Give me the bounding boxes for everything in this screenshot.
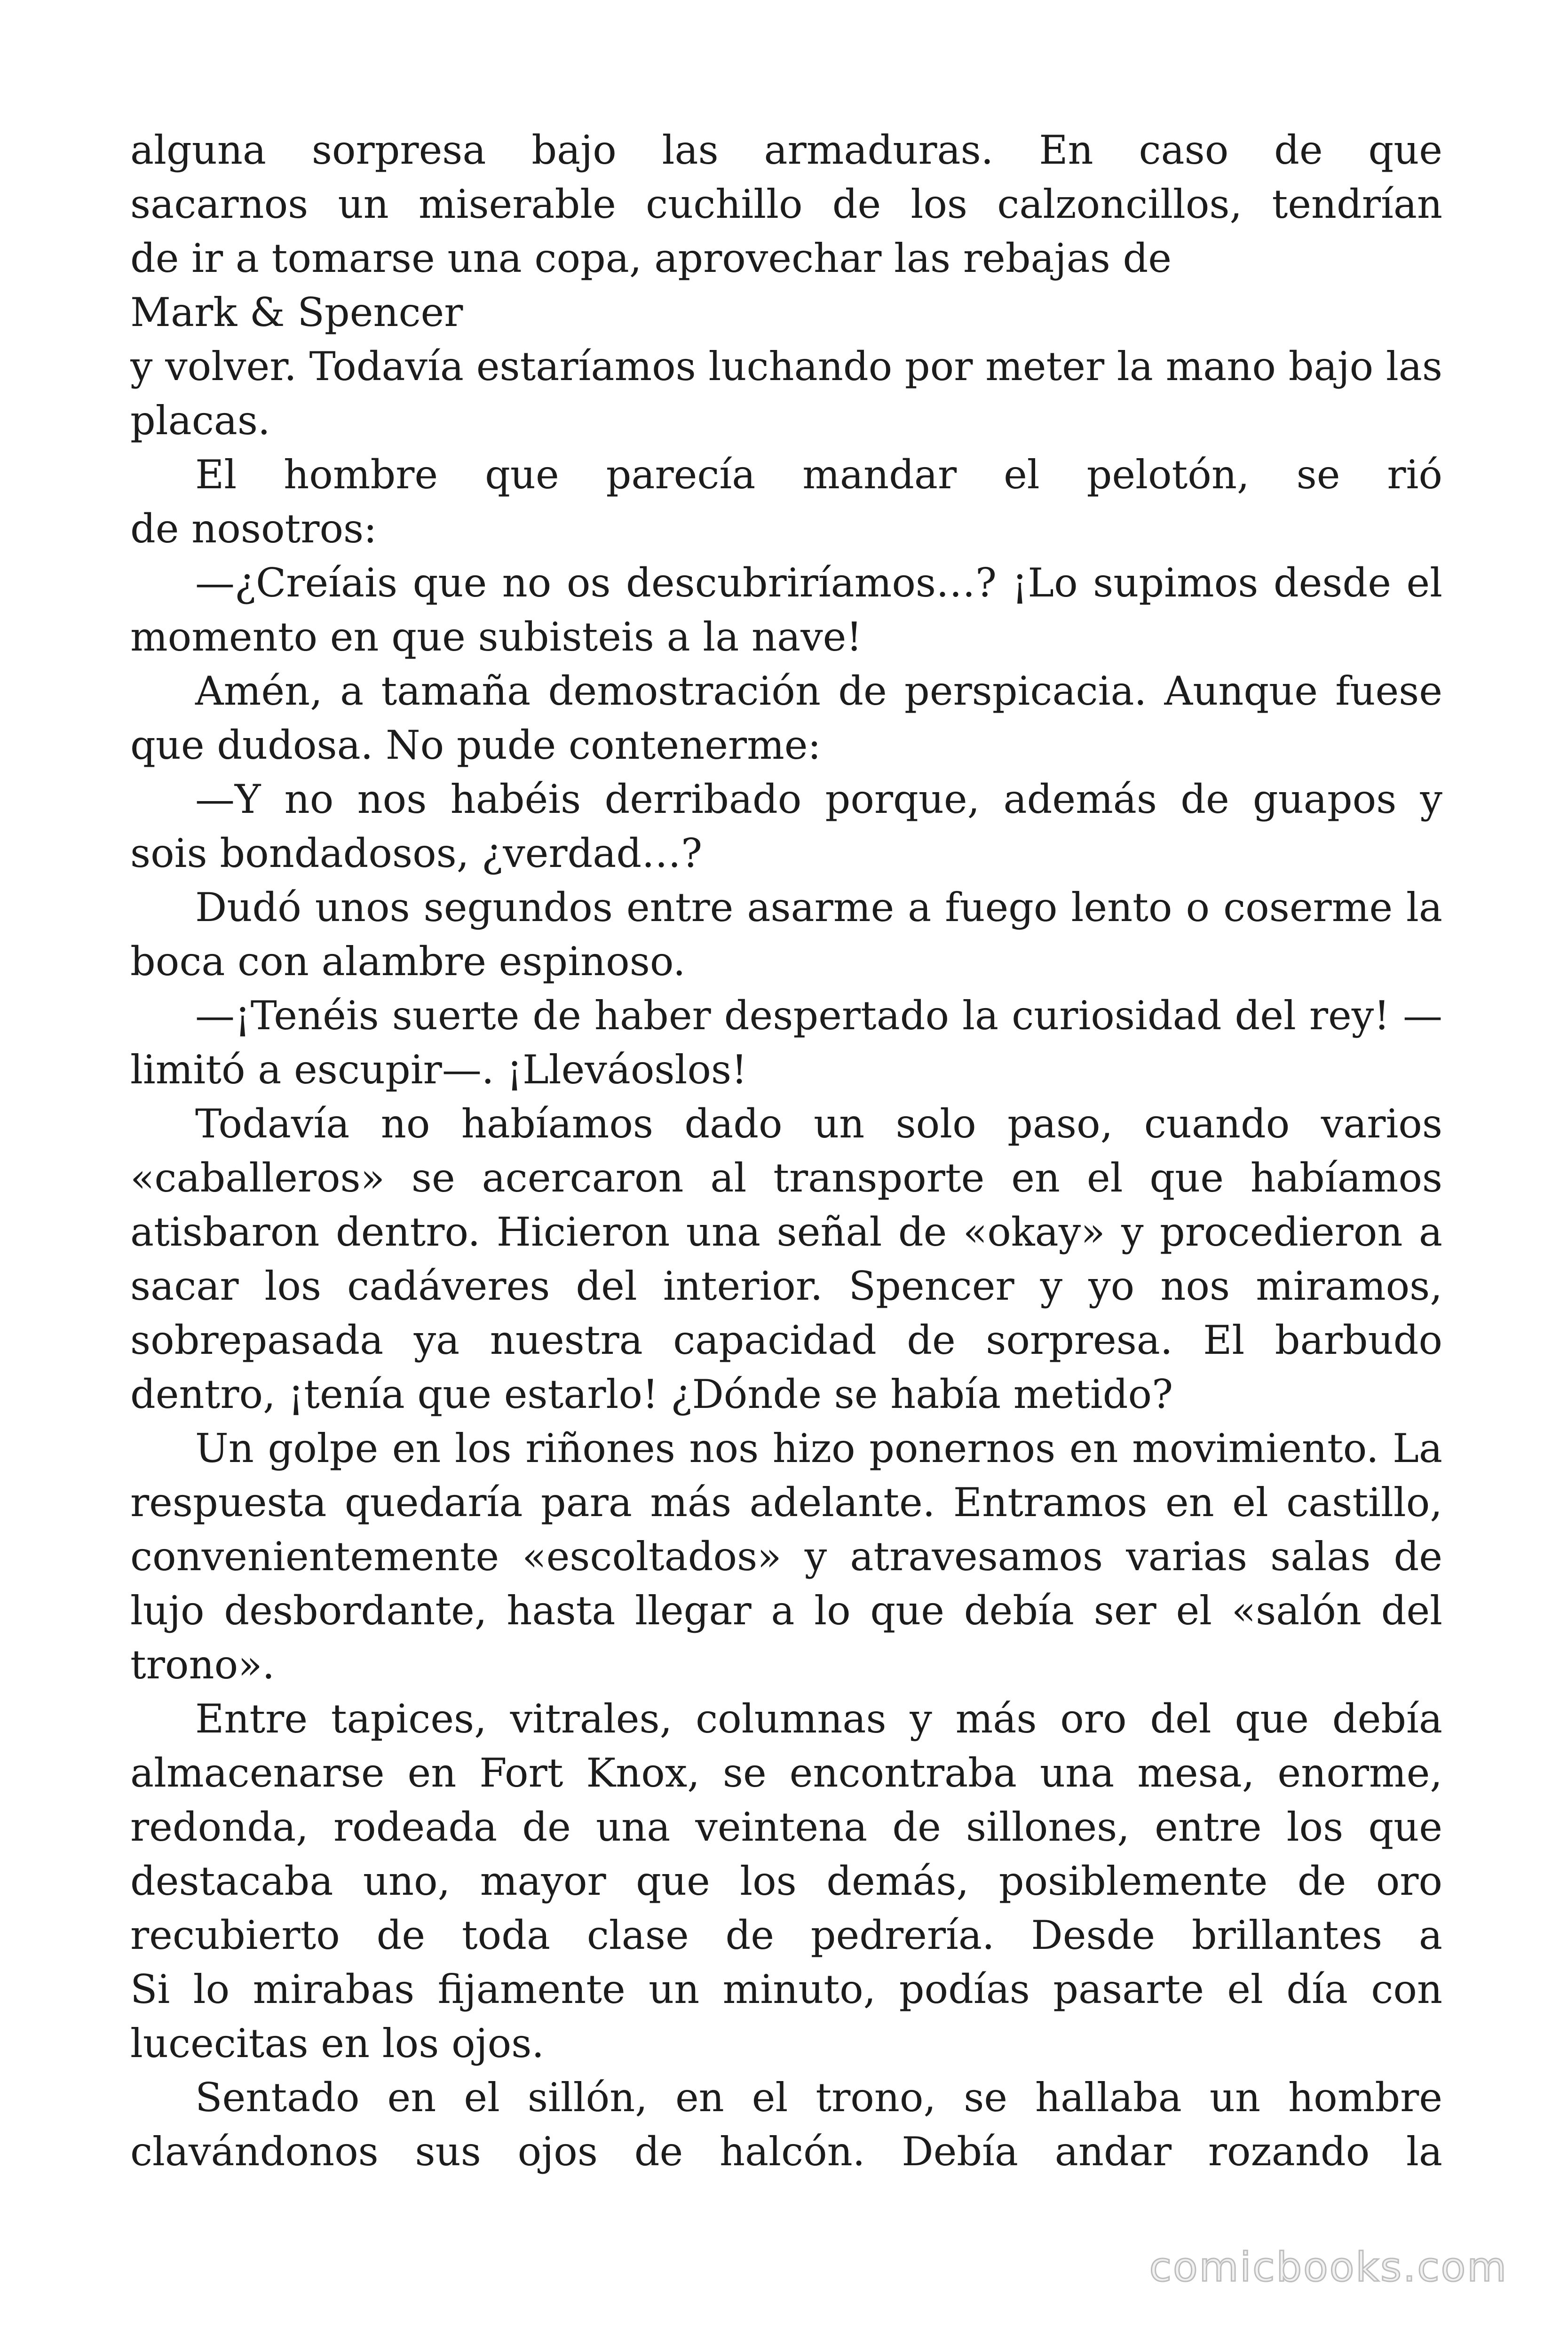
text-line: sacar los cadáveres del interior. Spencer y yo nos miramos, [130,1263,1442,1309]
text-line: redonda, rodeada de una veintena de sillones, entre los que [130,1804,1442,1850]
text-line: de nosotros: [130,506,377,552]
text-line: recubierto de toda clase de pedrería. Desde brillantes a [130,1912,1442,1958]
text-line: alguna sorpresa bajo las armaduras. En caso de que [130,127,1442,173]
text-line: —¡Tenéis suerte de haber despertado la curiosidad del rey! — [195,993,1442,1039]
text-line: dentro, ¡tenía que estarlo! ¿Dónde se había metido? [130,1371,1173,1417]
text-line: Todavía no habíamos dado un solo paso, cuando varios [195,1101,1442,1147]
text-line: destacaba uno, mayor que los demás, posiblemente de oro [130,1858,1442,1904]
text-line: El hombre que parecía mandar el pelotón, se rió [195,452,1442,498]
text-line: boca con alambre espinoso. [130,938,686,985]
text-line: lucecitas en los ojos. [130,2020,545,2066]
text-line: «caballeros» se acercaron al transporte en el que habíamos [130,1155,1442,1201]
text-line: que dudosa. No pude contenerme: [130,722,821,768]
text-line: Dudó unos segundos entre asarme a fuego lento o coserme la [195,884,1442,930]
text-line: Un golpe en los riñones nos hizo ponernos en movimiento. La [195,1425,1442,1471]
text-line: Amén, a tamaña demostración de perspicacia. Aunque fuese [195,668,1442,714]
text-line: atisbaron dentro. Hicieron una señal de «okay» y procedieron a [130,1209,1442,1255]
text-line: y volver. Todavía estaríamos luchando por meter la mano bajo las [130,343,1442,389]
text-line: Mark & Spencer [130,289,463,335]
text-line: placas. [130,397,270,444]
text-line: lujo desbordante, hasta llegar a lo que debía ser el «salón del [130,1588,1442,1634]
text-line: almacenarse en Fort Knox, se encontraba una mesa, enorme, [130,1750,1442,1796]
text-line: sobrepasada ya nuestra capacidad de sorpresa. El barbudo [130,1317,1442,1363]
text-line: Entre tapices, vitrales, columnas y más oro del que debía [195,1696,1442,1742]
text-line: —¿Creíais que no os descubriríamos…? ¡Lo supimos desde el [195,560,1442,606]
text-line: de ir a tomarse una copa, aprovechar las rebajas de [130,235,1172,281]
text-line: sacarnos un miserable cuchillo de los calzoncillos, tendrían [130,181,1442,227]
text-line: respuesta quedaría para más adelante. Entramos en el castillo, [130,1479,1442,1526]
text-line: Si lo mirabas fijamente un minuto, podías pasarte el día con [130,1966,1442,2012]
text-line: trono». [130,1642,275,1688]
text-line: sois bondadosos, ¿verdad…? [130,830,703,876]
text-line: limitó a escupir—. ¡Lleváoslos! [130,1047,747,1093]
body-text [130,123,1442,2179]
text-line: clavándonos sus ojos de halcón. Debía andar rozando la [130,2129,1442,2175]
text-line: —Y no nos habéis derribado porque, además de guapos y [195,776,1442,822]
text-line: convenientemente «escoltados» y atravesamos varias salas de [130,1534,1442,1580]
text-line: Sentado en el sillón, en el trono, se hallaba un hombre [195,2074,1442,2121]
text-line: momento en que subisteis a la nave! [130,614,863,660]
watermark: comicbooks.com [1149,2244,1508,2291]
